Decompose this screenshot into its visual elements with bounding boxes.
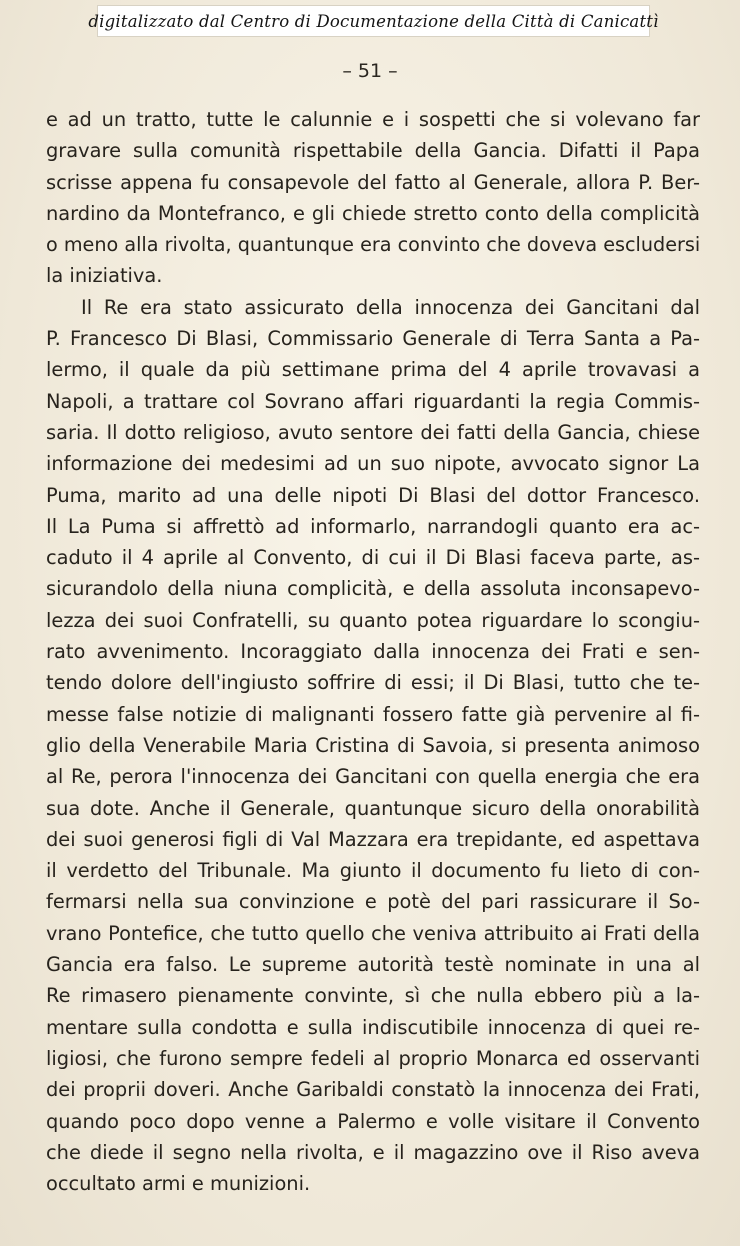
text-line: o meno alla rivolta, quantunque era convinto che doveva escludersi xyxy=(46,233,701,257)
text-line: gravare sulla comunità rispettabile della Gancia. Difatti il Papa xyxy=(46,139,700,163)
text-line: sua dote. Anche il Generale, quantunque sicuro della onorabilità xyxy=(46,796,700,820)
text-line: messe false notizie di malignanti fossero fatte già pervenire al fi- xyxy=(46,702,700,726)
text-line: lermo, il quale da più settimane prima del 4 aprile trovavasi a xyxy=(46,358,700,382)
text-line: il verdetto del Tribunale. Ma giunto il documento fu lieto di con- xyxy=(46,859,700,883)
text-line: lezza dei suoi Confratelli, su quanto potea riguardare lo scongiu- xyxy=(46,608,700,632)
text-line: che diede il segno nella rivolta, e il magazzino ove il Riso aveva xyxy=(46,1140,700,1164)
digitization-watermark xyxy=(88,5,659,37)
text-line: dei suoi generosi figli di Val Mazzara era trepidante, ed aspettava xyxy=(46,827,700,851)
text-line: la iniziativa. xyxy=(46,264,163,288)
text-line: al Re, perora l'innocenza dei Gancitani con quella energia che era xyxy=(46,765,700,789)
paragraph-2 xyxy=(46,292,700,1200)
text-line: nardino da Montefranco, e gli chiede stretto conto della complicità xyxy=(46,201,700,225)
paragraph-1 xyxy=(46,104,700,292)
text-line: Il La Puma si affrettò ad informarlo, narrandogli quanto era ac- xyxy=(46,514,700,538)
text-line: tendo dolore dell'ingiusto soffrire di essi; il Di Blasi, tutto che te- xyxy=(46,671,700,695)
text-line: fermarsi nella sua convinzione e potè del pari rassicurare il So- xyxy=(46,890,700,914)
text-line: saria. Il dotto religioso, avuto sentore dei fatti della Gancia, chiese xyxy=(46,420,700,444)
text-line: Napoli, a trattare col Sovrano affari riguardanti la regia Commis- xyxy=(46,389,700,413)
text-line: dei proprii doveri. Anche Garibaldi constatò la innocenza dei Frati, xyxy=(46,1078,700,1102)
text-line: informazione dei medesimi ad un suo nipote, avvocato signor La xyxy=(46,452,700,476)
text-line: Puma, marito ad una delle nipoti Di Blasi del dottor Francesco. xyxy=(46,483,700,507)
text-line: glio della Venerabile Maria Cristina di Savoia, si presenta animoso xyxy=(46,733,700,757)
text-line: occultato armi e munizioni. xyxy=(46,1172,311,1196)
text-line: ligiosi, che furono sempre fedeli al proprio Monarca ed osservanti xyxy=(46,1046,700,1070)
text-line: sicurandolo della niuna complicità, e della assoluta inconsapevo- xyxy=(46,577,700,601)
text-line: Il Re era stato assicurato della innocenza dei Gancitani dal xyxy=(81,295,700,319)
text-line: e ad un tratto, tutte le calunnie e i sospetti che si volevano far xyxy=(46,108,700,131)
watermark-text: digitalizzato dal Centro di Documentazione della Città di Canicattì xyxy=(88,11,659,31)
text-line: mentare sulla condotta e sulla indiscutibile innocenza di quei re- xyxy=(46,1015,700,1039)
text-line: Gancia era falso. Le supreme autorità testè nominate in una al xyxy=(46,953,700,977)
text-line: vrano Pontefice, che tutto quello che veniva attribuito ai Frati della xyxy=(46,921,700,945)
body-text xyxy=(46,104,700,1199)
text-line: P. Francesco Di Blasi, Commissario Generale di Terra Santa a Pa- xyxy=(46,327,700,351)
text-line: quando poco dopo venne a Palermo e volle visitare il Convento xyxy=(46,1109,700,1133)
page-number: – 51 – xyxy=(342,60,398,82)
text-line: caduto il 4 aprile al Convento, di cui il Di Blasi faceva parte, as- xyxy=(46,546,700,570)
text-line: Re rimasero pienamente convinte, sì che nulla ebbero più a la- xyxy=(46,984,700,1008)
text-line: scrisse appena fu consapevole del fatto al Generale, allora P. Ber- xyxy=(46,170,700,194)
text-line: rato avvenimento. Incoraggiato dalla innocenza dei Frati e sen- xyxy=(46,640,700,664)
